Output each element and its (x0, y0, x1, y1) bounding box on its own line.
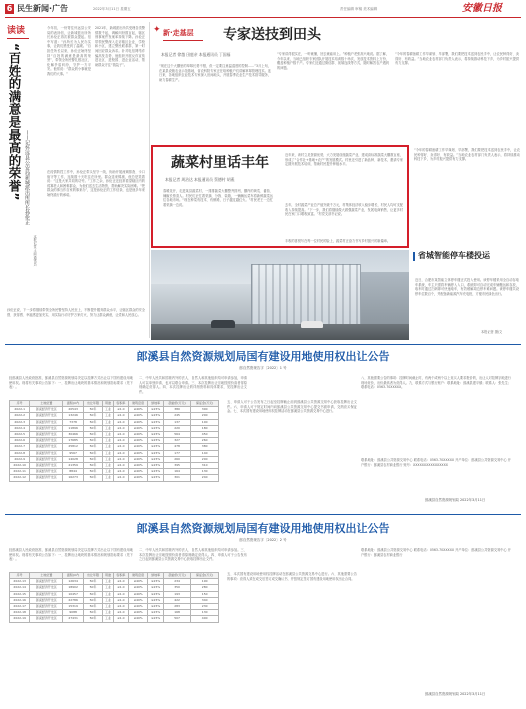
table-cell: 郎溪经济开发区 (30, 413, 63, 419)
notice-2-intro: 经郎溪县人民政府批准，郎溪县自然资源规划局决定以挂牌方式出让以下国有建设用地使用权。现将有关事项公告如下：一、挂牌出让地块的基本情况和规划指标要求（见下表）。 (9, 548, 133, 562)
table-cell: 工业 (103, 425, 114, 431)
table-cell: 郎溪经济开发区 (30, 604, 63, 610)
table-cell: 郎溪经济开发区 (30, 463, 63, 469)
table-cell: 郎溪经济开发区 (30, 585, 63, 591)
photo-story (151, 250, 521, 342)
table-cell: ≥1.0 (113, 604, 128, 610)
table-cell: 234 (163, 579, 191, 585)
table-cell: ≤15% (148, 413, 163, 419)
table-cell: 450 (191, 432, 219, 438)
veg-continued-text: “今年的春耕备耕工作早谋划、早部署，我们要把技术送到农民手中，让农民种得好、卖得好、有收益。”当地农业农村部门负责人表示，将持续推动科技下乡，为乡村振兴提供有力支撑。 (414, 148, 520, 162)
photo-building-stripes (251, 264, 361, 326)
table-cell: 283 (163, 604, 191, 610)
table-cell: 16273 (63, 475, 83, 481)
table-cell: 50年 (83, 585, 103, 591)
table-cell: 50年 (83, 463, 103, 469)
table-cell: 工业 (103, 591, 114, 597)
table-cell: ≥40% (128, 604, 148, 610)
notice-divider (5, 514, 521, 515)
table-cell: 220 (163, 425, 191, 431)
table-cell: 180 (191, 425, 219, 431)
table-cell: 50年 (83, 456, 103, 462)
table-cell: 工业 (103, 432, 114, 438)
table-cell: ≤15% (148, 419, 163, 425)
table-header-cell: 序号 (10, 401, 30, 407)
table-cell: 2022-17 (10, 604, 30, 610)
feature-subhead: ——记怀远县公安局新城派出所所长孙伦正 (24, 130, 30, 225)
table-header-cell: 土地位置 (30, 401, 63, 407)
table-cell: 2022-16 (10, 597, 30, 603)
table-cell: 郎溪经济开发区 (30, 591, 63, 597)
table-cell: 郎溪经济开发区 (30, 579, 63, 585)
table-cell: 478 (163, 444, 191, 450)
table-header-cell: 保证金(万元) (191, 573, 219, 579)
table-cell: 164 (163, 469, 191, 475)
editor-meta: 责任编辑 审稿 美术编辑 (340, 7, 378, 11)
table-cell: 郎溪经济开发区 (30, 419, 63, 425)
photo-title-bar (413, 252, 415, 261)
table-cell: ≥1.0 (113, 456, 128, 462)
table-cell: 340 (191, 597, 219, 603)
table-cell: 2022-1 (10, 407, 30, 413)
notice-1-para-2: 二、中华人民共和国境内外的法人、自然人和其他组织均可申请参加，申请人可以单独申请，也可以联合申请。三、本次挂牌出让宗地按照价高者得原则确定竞得人。四、本次挂牌出让的详细资料和具体要求，见挂牌出让文件。 (139, 376, 247, 394)
table-cell: 50年 (83, 413, 103, 419)
photo-building-side (361, 272, 409, 326)
table-cell: ≥40% (128, 469, 148, 475)
table-cell: 50年 (83, 438, 103, 444)
table-cell: 230 (191, 604, 219, 610)
table-cell: 200 (191, 413, 219, 419)
table-header-cell: 绿地率 (148, 401, 163, 407)
table-cell: 郎溪经济开发区 (30, 610, 63, 616)
table-cell: ≥40% (128, 407, 148, 413)
feature-body-4: 孙伦正说，下一步将继续带领全所民警坚持人民至上，不断提升服务群众水平，让辖区群众的安全感、获得感、幸福感更加充实，用实际行动守护万家灯火，努力让群众满意，让党和人民放心。 (7, 308, 145, 317)
photo-credit: 本报记者 摄/文 (481, 330, 503, 334)
notice-1 (5, 346, 521, 512)
table-cell: ≥1.0 (113, 432, 128, 438)
land-table-1 (9, 400, 219, 482)
table-cell: ≤15% (148, 407, 163, 413)
photo-ground (151, 324, 409, 340)
table-header-cell: 起始价(万元) (163, 401, 191, 407)
parking-photo (151, 250, 409, 340)
table-cell: ≤15% (148, 432, 163, 438)
table-cell: ≥1.0 (113, 407, 128, 413)
land-table-2 (9, 572, 219, 623)
table-cell: 工业 (103, 585, 114, 591)
table-cell: 50年 (83, 432, 103, 438)
feature-body-3: 在疫情防控工作中，孙伦正带头坚守一线，协助开展流调排查、卡口值守等工作，连续数十天吃住在所里。群众送来锦旗，他总是笑着说：“这是大家共同的功劳。”工作之余，孙伦正还经常看望辖区内的孤寡老人和困难群众，为他们送去生活物资，帮助解决实际困难。“把群众的事当作自家的事来办”，这是孙伦正的工作信条，也是他多年来始终践行的承诺。 (47, 170, 145, 197)
table-cell: 280 (191, 585, 219, 591)
table-cell: ≥1.0 (113, 463, 128, 469)
table-cell: ≥40% (128, 425, 148, 431)
table-cell: 310 (191, 463, 219, 469)
table-cell: 30466 (63, 432, 83, 438)
table-cell: ≤15% (148, 456, 163, 462)
table-cell: ≥40% (128, 463, 148, 469)
table-cell: 工业 (103, 616, 114, 622)
table-cell: 50年 (83, 407, 103, 413)
table-cell: ≥40% (128, 419, 148, 425)
table-cell: 2022-12 (10, 475, 30, 481)
notice-1-para-3: 五、申请人可于公告发布之日起至挂牌截止前到郎溪县公共资源交易中心获取挂牌出让文件。六、申请人可于规定时间内向郎溪县公共资源交易中心提交书面申请，交纳竞买保证金。七、本次国有建设用地使用权挂牌活动在郎溪县公共资源交易中心进行。 (227, 400, 357, 414)
table-cell: 2022-6 (10, 438, 30, 444)
feature-tag-underline (7, 38, 29, 39)
notice-2-para-2: 二、中华人民共和国境内外的法人、自然人和其他组织均可申请参加。三、本次挂牌出让宗地按照价高者得原则确定竞得人。四、申请人可于公告发布之日起到郎溪县公共资源交易中心获取挂牌出让文件。 (139, 548, 247, 562)
table-cell: 137 (163, 419, 191, 425)
table-cell: 395 (163, 463, 191, 469)
table-cell: 2022-7 (10, 444, 30, 450)
paper-name: 安徽日报 (462, 3, 502, 14)
table-cell: ≥1.0 (113, 579, 128, 585)
photo-left-structure (151, 284, 251, 326)
table-cell: 260 (191, 438, 219, 444)
page-number: 6 (6, 4, 13, 13)
table-header-cell: 用途 (103, 573, 114, 579)
section-divider (5, 344, 521, 345)
notice-1-docnum: 郎自然资规告字〔2022〕1 号 (239, 366, 287, 370)
table-cell: ≥40% (128, 591, 148, 597)
table-cell: 17685 (63, 438, 83, 444)
table-cell: 260 (163, 456, 191, 462)
table-cell: 50年 (83, 425, 103, 431)
table-cell: ≥1.0 (113, 610, 128, 616)
table-header-cell: 面积(m²) (63, 573, 83, 579)
table-cell: 22786 (63, 597, 83, 603)
table-cell: 18902 (63, 585, 83, 591)
table-cell: ≤15% (148, 475, 163, 481)
table-cell: 工业 (103, 597, 114, 603)
table-cell: 50年 (83, 591, 103, 597)
table-cell: ≥1.0 (113, 444, 128, 450)
table-cell: 2022-14 (10, 585, 30, 591)
table-header-cell: 建筑密度 (128, 573, 148, 579)
table-cell: 50年 (83, 419, 103, 425)
table-cell: ≤15% (148, 450, 163, 456)
table-cell: ≥40% (128, 444, 148, 450)
table-cell: 郎溪经济开发区 (30, 425, 63, 431)
table-cell: ≤15% (148, 438, 163, 444)
table-cell: 郎溪经济开发区 (30, 432, 63, 438)
table-cell: 400 (191, 616, 219, 622)
expert-body-3: “今年的春耕备耕工作早谋划、早部署，我们要把技术送到农民手中，让农民种得好、卖得好、有收益。”当地农业农村部门负责人表示，将持续推动科技下乡，为乡村振兴提供有力支撑。 (395, 52, 519, 66)
table-cell: 工业 (103, 475, 114, 481)
veg-body-4: 丰收的喜悦写在每一位村民的脸上，蔬菜村正奋力书写乡村振兴的新篇章。 (285, 239, 391, 243)
expert-article (151, 20, 521, 148)
table-cell: 郎溪经济开发区 (30, 616, 63, 622)
photo-car (301, 321, 323, 328)
table-cell: 2022-13 (10, 579, 30, 585)
table-cell: ≥1.0 (113, 591, 128, 597)
expert-title: 专家送技到田头 (223, 27, 321, 43)
table-cell: 工业 (103, 419, 114, 425)
table-cell: 50年 (83, 616, 103, 622)
table-cell: 12634 (63, 579, 83, 585)
table-cell: 工业 (103, 604, 114, 610)
table-cell: ≤15% (148, 444, 163, 450)
table-header-cell: 起始价(万元) (163, 573, 191, 579)
table-cell: 2022-3 (10, 419, 30, 425)
table-cell: ≥1.0 (113, 413, 128, 419)
notice-2-table (9, 572, 219, 623)
photo-caption: 近日，合肥市某智能立体停车楼正式投入使用。该停车楼采用全自动存取车系统，车主只需将车辆停入入口，系统即可自动完成车辆搬运和存放，取车时通过扫码即可快速取车，有效缓解周边停车难问题。该停车楼共设停车位数百个，并配备新能源汽车充电桩，方便市民绿色出行。 (415, 278, 519, 296)
feature-body-2: 2021年，新城派出所共受理各类警情数千起，调解纠纷数百起，辖区刑事案件发案率持续下降。孙伦正带领民警深入走访辖区企业、学校和小区，建立警民联系群，第一时间回应群众诉求。针对电信网络诈骗高发态势，他组织开展反诈宣传进社区、进校园、进企业活动，帮助群众守住“钱袋子”。 (95, 26, 145, 67)
table-cell: 郎溪经济开发区 (30, 407, 63, 413)
table-cell: 郎溪经济开发区 (30, 475, 63, 481)
table-cell: 300 (191, 407, 219, 413)
table-cell: 2022-4 (10, 425, 30, 431)
table-cell: 150 (191, 591, 219, 597)
table-cell: ≤15% (148, 579, 163, 585)
logo-star-icon: ✦ (153, 25, 161, 35)
table-cell: ≥1.0 (113, 469, 128, 475)
table-cell: 193 (163, 591, 191, 597)
table-cell: 50年 (83, 450, 103, 456)
table-cell: 301 (163, 475, 191, 481)
feature-tag: 读读 (7, 26, 26, 36)
header-rule (5, 17, 521, 18)
section-name: 民生新闻·广告 (17, 4, 69, 13)
table-cell: ≥1.0 (113, 585, 128, 591)
table-cell: 郎溪经济开发区 (30, 444, 63, 450)
table-cell: 工业 (103, 450, 114, 456)
veg-body-1: 春暖花开，走进某县蔬菜村，一排排蔬菜大棚整齐排列，棚内的黄瓜、番茄、辣椒长势喜人。村民们正忙着采摘、分拣、装箱，一辆辆运菜车将新鲜蔬菜运往各地市场。“现在种菜有技术、有销路，日子越过越红火。”村民老王一边忙着采摘一边说。 (163, 189, 273, 207)
table-cell: 2022-18 (10, 610, 30, 616)
table-header-cell: 面积(m²) (63, 401, 83, 407)
table-cell: 工业 (103, 407, 114, 413)
photo-title-text: 省城智能停车楼投运 (418, 251, 490, 260)
table-cell: 100 (191, 419, 219, 425)
table-cell: 2022-15 (10, 591, 30, 597)
table-cell: ≤15% (148, 616, 163, 622)
table-cell: 15319 (63, 604, 83, 610)
table-cell: 14028 (63, 456, 83, 462)
table-cell: 168 (163, 610, 191, 616)
table-cell: ≤15% (148, 597, 163, 603)
table-row (10, 616, 219, 622)
table-header-cell: 序号 (10, 573, 30, 579)
table-cell: 50年 (83, 610, 103, 616)
table-cell: 9567 (63, 450, 83, 456)
feature-headline: “百姓的满意是最高的荣誉” (7, 43, 22, 201)
table-cell: ≥1.0 (113, 419, 128, 425)
table-cell: 2022-2 (10, 413, 30, 419)
table-cell: 11896 (63, 425, 83, 431)
table-cell: ≥40% (128, 450, 148, 456)
table-cell: ≥1.0 (113, 450, 128, 456)
table-header-cell: 建筑密度 (128, 401, 148, 407)
table-cell: 27431 (63, 616, 83, 622)
table-cell: 240 (191, 475, 219, 481)
veg-title: 蔬菜村里话丰年 (171, 155, 269, 171)
table-cell: 350 (163, 585, 191, 591)
expert-body-1: “现在这个大棚里的草莓长势不错，但一定要注意温湿度的控制……”3月上旬，在某县设施农业示范基地，省农科院专家正在给种植户们讲解草莓管理技术。连日来，各地组织农业技术专家深入田间地头，开展春季农业生产技术指导服务，助力春耕生产。 (159, 64, 271, 82)
veg-body-2: 近年来，该村立足资源优势，大力发展设施蔬菜产业，建成高标准蔬菜大棚数百座，形成了“合作社+基地+农户”的发展模式。村里还引进了新品种、新技术，邀请专家定期开展技术培训，帮助村民提升种植水平。 (285, 153, 403, 167)
table-cell: ≥1.0 (113, 475, 128, 481)
table-cell: 20543 (63, 407, 83, 413)
table-cell: ≥1.0 (113, 425, 128, 431)
table-cell: ≤15% (148, 463, 163, 469)
table-cell: 200 (191, 456, 219, 462)
table-cell: 25812 (63, 444, 83, 450)
table-cell: 2022-11 (10, 469, 30, 475)
veg-article-frame (151, 145, 409, 248)
date-meta: 2022年3月11日 星期五 (93, 7, 131, 11)
table-cell: 郎溪经济开发区 (30, 438, 63, 444)
table-cell: ≤15% (148, 585, 163, 591)
table-header-cell: 出让年限 (83, 401, 103, 407)
table-cell: 工业 (103, 463, 114, 469)
table-header-cell: 容积率 (113, 401, 128, 407)
table-cell: 工业 (103, 456, 114, 462)
table-cell: 2022-9 (10, 456, 30, 462)
feature-byline: 本报记者 王丽 通讯员 (32, 235, 37, 266)
veg-body-3: 去年，全村蔬菜产业总产值突破千万元，村集体经济收入稳步增长，村民人均可支配收入持续提高。“下一步，我们将继续做大做强蔬菜产业，发展电商销售，让更多村民在家门口增收致富。”村党支部书记说。 (285, 203, 403, 217)
table-cell: 郎溪经济开发区 (30, 469, 63, 475)
table-cell: 工业 (103, 444, 114, 450)
table-cell: 380 (163, 407, 191, 413)
notice-2 (5, 516, 521, 706)
notice-2-para-3: 五、本次国有建设用地使用权挂牌活动在郎溪县公共资源交易中心进行。六、其他需要公告的事项：竞得人须在成交后签订成交确认书，并按规定签订国有建设用地使用权出让合同。 (227, 572, 357, 581)
table-header-cell: 出让年限 (83, 573, 103, 579)
table-cell: 8844 (63, 469, 83, 475)
notice-2-docnum: 郎自然资规告字〔2022〕2 号 (239, 538, 287, 542)
expert-body-2: “专家讲得很实在，一听就懂，回去就能用上。”种植户老张高兴地说。据了解，今年以来，当地已组织专家团队开展技术培训数十场次，发放技术资料上万份，覆盖种植户数千户。专家们还通过微信群、视频连线等方式，随时解答农户遇到的问题。 (277, 52, 389, 70)
table-header-cell: 绿地率 (148, 573, 163, 579)
table-cell: 2022-10 (10, 463, 30, 469)
table-cell: 2022-19 (10, 616, 30, 622)
expert-byline: 本报记者 徐越 田庭亲 本报通讯员 丁国福 (161, 52, 231, 57)
table-cell: 140 (191, 450, 219, 456)
table-cell: ≥1.0 (113, 438, 128, 444)
table-cell: 2022-5 (10, 432, 30, 438)
table-cell: ≤15% (148, 469, 163, 475)
table-cell: ≥40% (128, 616, 148, 622)
table-cell: 130 (191, 610, 219, 616)
table-cell: 郎溪经济开发区 (30, 597, 63, 603)
table-cell: ≥40% (128, 438, 148, 444)
table-cell: 工业 (103, 610, 114, 616)
table-cell: ≤15% (148, 604, 163, 610)
table-cell: 422 (163, 597, 191, 603)
table-cell: 13246 (63, 413, 83, 419)
table-cell: 380 (191, 444, 219, 450)
table-header-cell: 土地位置 (30, 573, 63, 579)
table-cell: 9088 (63, 610, 83, 616)
table-cell: 工业 (103, 438, 114, 444)
table-cell: 130 (191, 469, 219, 475)
table-cell: ≥1.0 (113, 597, 128, 603)
table-cell: 7378 (63, 419, 83, 425)
table-cell: ≤15% (148, 610, 163, 616)
notice-2-title: 郎溪县自然资源规划局国有建设用地使用权出让公告 (136, 522, 390, 535)
table-cell: 564 (163, 432, 191, 438)
table-cell: ≥40% (128, 610, 148, 616)
table-cell: 50年 (83, 475, 103, 481)
table-row (10, 475, 219, 481)
notice-1-para-4: 八、其他需要公告的事项：挂牌时间截止时，有两个或两个以上竞买人要求报价的，出让人对挂牌宗地进行现场竞价，出价最高者为竞得人。九、联系方式与银行账户：联系地址：郎溪县建平镇；联系人：张先生；联系电话：0563-70XXXXX。 (361, 376, 511, 390)
table-cell: ≥40% (128, 597, 148, 603)
column-divider (149, 22, 150, 338)
notice-1-table (9, 400, 219, 482)
table-cell: 工业 (103, 579, 114, 585)
table-cell: ≥40% (128, 579, 148, 585)
logo-text: 新·走基层 (163, 29, 194, 37)
table-cell: 2022-8 (10, 450, 30, 456)
table-cell: 郎溪经济开发区 (30, 450, 63, 456)
table-cell: 工业 (103, 413, 114, 419)
feature-body-1: 今年初，一份寄往怀远县公安局的表扬信，让新城派出所所长孙伦正再次被群众提起。信中写道：“孙所长为人民办实事，让我们感受到了温暖。”自担任所长以来，孙伦正始终坚持“百姓的满意是最高的荣誉”，带领全所民警扎根社区，化解矛盾纠纷，守护一方平安。他常说：“群众的小事就是我们的大事。” (47, 26, 91, 76)
table-cell: 21359 (63, 463, 83, 469)
notice-1-intro: 经郎溪县人民政府批准，郎溪县自然资源规划局决定以挂牌方式出让以下国有建设用地使用权。现将有关事项公告如下：一、挂牌出让地块的基本情况和规划指标要求（见下表）。 (9, 376, 133, 390)
table-cell: 327 (163, 438, 191, 444)
photo-car (211, 320, 235, 328)
table-cell: 10457 (63, 591, 83, 597)
table-header-cell: 容积率 (113, 573, 128, 579)
table-cell: ≥40% (128, 475, 148, 481)
table-cell: 50年 (83, 444, 103, 450)
table-cell: ≥40% (128, 456, 148, 462)
page-header (0, 0, 526, 18)
notice-2-sign: 郎溪县自然资源规划局 2022年3月11日 (425, 692, 486, 696)
table-cell: 50年 (83, 604, 103, 610)
table-cell: 工业 (103, 469, 114, 475)
left-feature (5, 20, 147, 340)
table-cell: 190 (191, 579, 219, 585)
table-cell: ≤15% (148, 591, 163, 597)
notice-1-sign: 郎溪县自然资源规划局 2022年3月11日 (425, 498, 486, 502)
table-cell: 郎溪经济开发区 (30, 456, 63, 462)
zoujiceng-logo (153, 26, 207, 46)
veg-byline: 本报记者 周治达 本报通讯员 蔡德村 胡燕 (165, 177, 235, 182)
table-header-cell: 用途 (103, 401, 114, 407)
table-cell: ≥40% (128, 432, 148, 438)
notice-1-title: 郎溪县自然资源规划局国有建设用地使用权出让公告 (136, 350, 390, 363)
logo-underline (163, 40, 203, 41)
table-cell: ≤15% (148, 425, 163, 431)
table-cell: 177 (163, 450, 191, 456)
table-header-cell: 保证金(万元) (191, 401, 219, 407)
table-cell: 50年 (83, 597, 103, 603)
table-cell: 507 (163, 616, 191, 622)
notice-2-contact: 联系地址：郎溪县公共资源交易中心 联系电话：0563-70XXXXX 开户单位：郎溪县公共资源交易中心 开户银行：郎溪县农村商业银行 (361, 548, 511, 557)
notice-1-contact: 联系地址：郎溪县公共资源交易中心 联系电话：0563-70XXXXX 开户单位：郎溪县公共资源交易中心 开户银行：郎溪县农村商业银行 账号：XXXXXXXXXXXXXXXX (361, 458, 511, 467)
table-cell: ≥40% (128, 585, 148, 591)
table-cell: 50年 (83, 469, 103, 475)
table-cell: 50年 (83, 579, 103, 585)
table-cell: ≥1.0 (113, 616, 128, 622)
table-cell: ≥40% (128, 413, 148, 419)
page-number-badge (5, 4, 14, 14)
table-cell: 245 (163, 413, 191, 419)
